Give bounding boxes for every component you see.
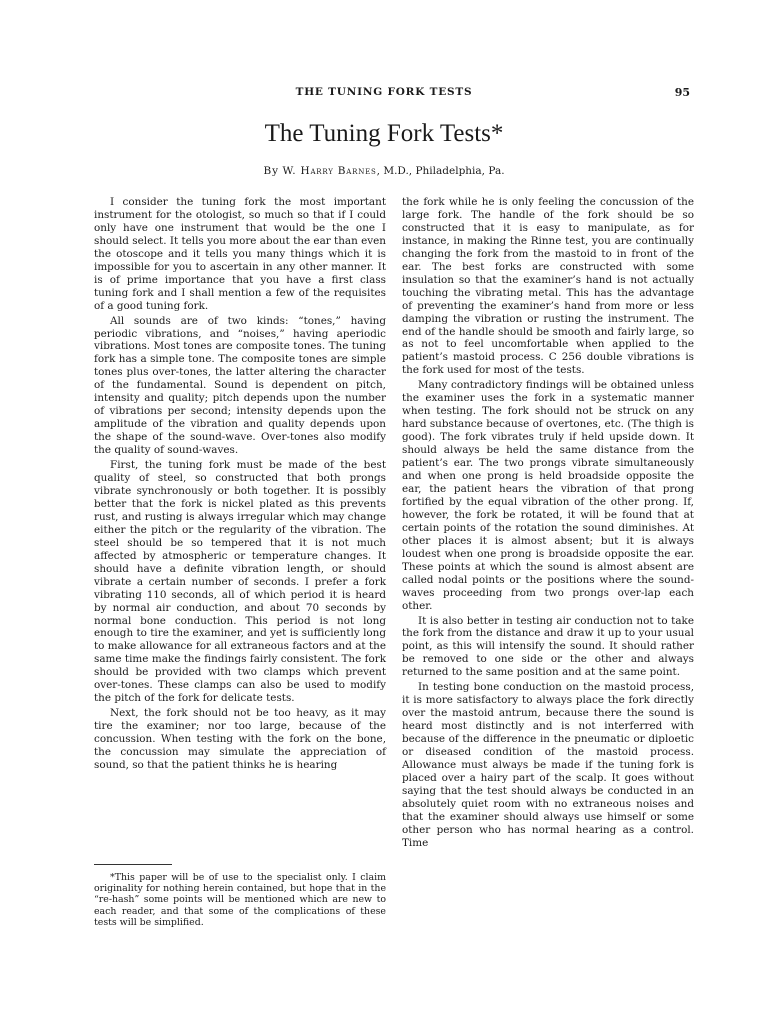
paragraph: Many contradictory findings will be obtained unless the examiner uses the fork in a systematic manner when testing. The fork should not be struck on any hard substance because of overtones, etc. (The thigh is good). The fork vibrates truly if held upside down. It should always be held the same distance from the patient’s ear. The two prongs vibrate simultaneously and when one prong is held broadside opposite the ear, the patient hears the vibration of that prong fortified by the equal vibration of the other prong. If, however, the fork be rotated, it will be found that at certain points of the rotation the sound diminishes. At other places it is almost absent; but it is always loudest when one prong is broadside opposite the ear. These points at which the sound is almost absent are called nodal points or the positions where the sound-waves proceeding from two prongs over-lap each other. [402,379,694,612]
paragraph: In testing bone conduction on the mastoid process, it is more satisfactory to always place the fork directly over the mastoid antrum, because there the sound is heard most distinctly and is not interferred with because of the difference in the pneumatic or diploetic or diseased condition of the mastoid process. Allowance must always be made if the tuning fork is placed over a hairy part of the scalp. It goes without saying that the test should always be conducted in an absolutely quiet room with no extraneous noises and that the examiner should always use himself or some other person who has normal hearing as a control. Time [402,681,694,849]
footnote [94,872,386,928]
paragraph: All sounds are of two kinds: “tones,” having periodic vibrations, and “noises,” having aperiodic vibrations. Most tones are composite tones. The tuning fork has a simple tone. The composite tones are simple tones plus over-tones, the latter altering the character of the fundamental. Sound is dependent on pitch, intensity and quality; pitch depends upon the number of vibrations per second; intensity depends upon the amplitude of the vibration and quality depends upon the shape of the sound-wave. Over-tones also modify the quality of sound-waves. [94,314,386,457]
byline-by: By [263,165,280,177]
byline-author: W. Harry Barnes [282,165,377,177]
byline [0,165,768,177]
footnote-text: *This paper will be of use to the specialist only. I claim originality for nothing herein contained, but hope that in the “re-hash” some points will be mentioned which are new to each reader, and that some of the complications of these tests will be simplified. [94,872,386,928]
paragraph: It is also better in testing air conduction not to take the fork from the distance and draw it up to your usual point, as this will intensify the sound. It should rather be removed to one side or the other and always returned to the same position and at the same point. [402,614,694,679]
running-head [0,86,768,102]
paragraph: I consider the tuning fork the most important instrument for the otologist, so much so that if I could only have one instrument that would be the one I should select. It tells you more about the ear than even the otoscope and it tells you many things which it is impossible for you to ascertain in any other manner. It is of prime importance that you have a first class tuning fork and I shall mention a few of the requisites of a good tuning fork. [94,196,386,312]
right-column [402,196,694,850]
paragraph-continued: the fork while he is only feeling the concussion of the large fork. The handle of the fork should be so constructed that it is easy to manipulate, as for instance, in making the Rinne test, you are continually changing the fork from the mastoid to in front of the ear. The best forks are constructed with some insulation so that the examiner’s hand is not actually touching the vibrating metal. This has the advantage of preventing the examiner’s hand from more or less damping the vibration or rusting the instrument. The end of the handle should be smooth and fairly large, so as not to feel uncomfortable when applied to the patient’s mastoid process. C 256 double vibrations is the fork used for most of the tests. [402,196,694,377]
paragraph: Next, the fork should not be too heavy, as it may tire the examiner; nor too large, because of the concussion. When testing with the fork on the bone, the concussion may simulate the appreciation of sound, so that the patient thinks he is hearing [94,707,386,771]
paragraph: First, the tuning fork must be made of the best quality of steel, so constructed that both prongs vibrate synchronously or both together. It is possibly better that the fork is nickel plated as this prevents rust, and rusting is always irregular which may change either the pitch or the regularity of the vibration. The steel should be so tempered that it is not much affected by atmospheric or temperature changes. It should have a definite vibration length, or should vibrate a certain number of seconds. I prefer a fork vibrating 110 seconds, all of which period it is heard by normal air conduction, and about 70 seconds by normal bone conduction. This period is not long enough to tire the examiner, and yet is sufficiently long to make allowance for all extraneous factors and at the same time make the findings fairly consistent. The fork should be provided with two clamps which prevent over-tones. These clamps can also be used to modify the pitch of the fork for delicate tests. [94,459,386,705]
article-title: The Tuning Fork Tests* [264,120,504,147]
byline-affiliation: , M.D., Philadelphia, Pa. [376,165,505,177]
running-title: THE TUNING FORK TESTS [295,86,473,98]
page-number: 95 [674,86,690,99]
left-column [94,196,386,772]
footnote-rule [94,864,172,865]
